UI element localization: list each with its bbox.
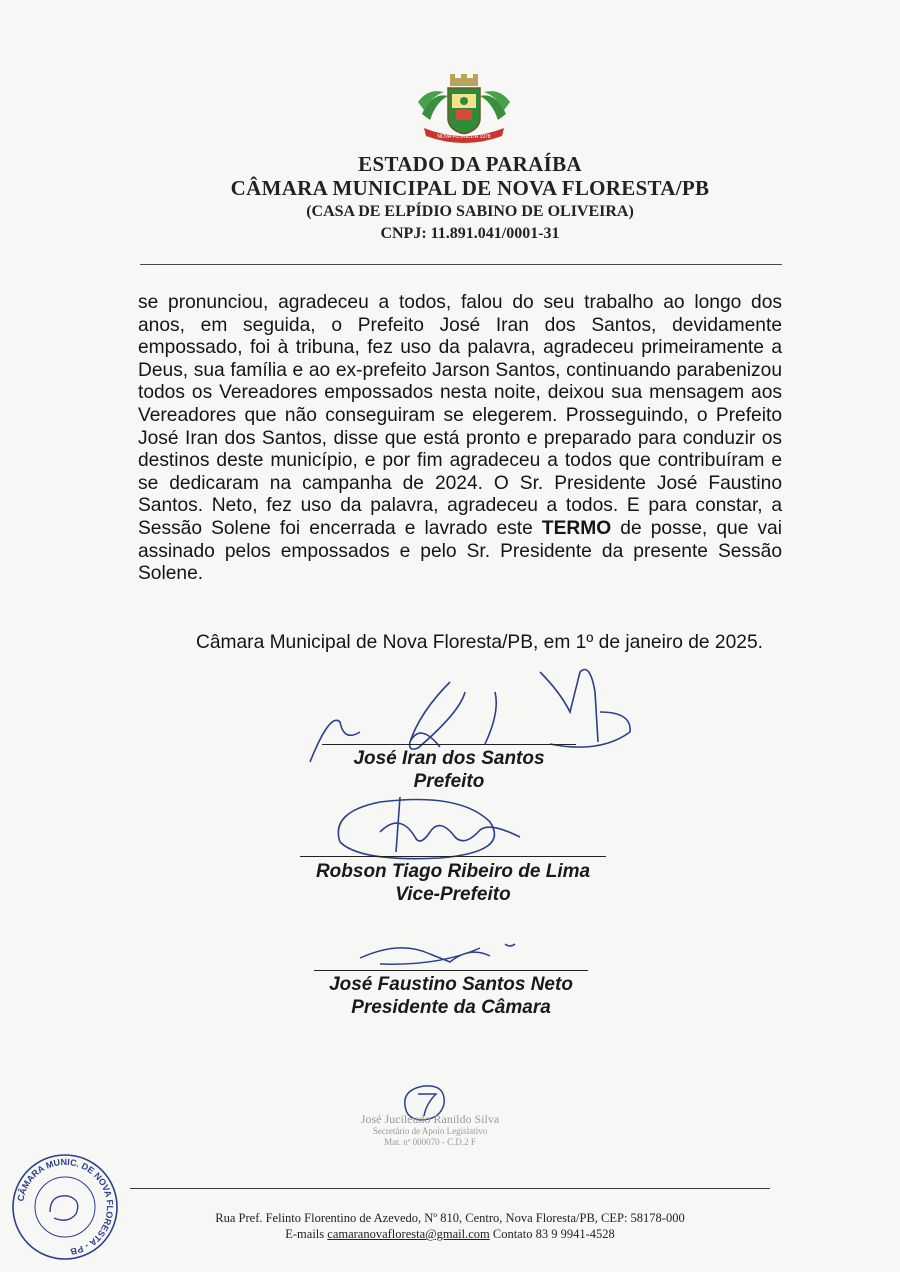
- footer-divider: [130, 1188, 770, 1189]
- signer-name: José Iran dos Santos: [353, 748, 545, 769]
- footer-contact-line: [170, 1226, 730, 1242]
- house-subtitle: (CASA DE ELPÍDIO SABINO DE OLIVEIRA): [306, 203, 634, 220]
- chamber-seal-icon: [10, 1152, 120, 1262]
- coat-of-arms-icon: [414, 74, 514, 146]
- minutes-body: [138, 292, 782, 586]
- svg-text:NOVA FLORESTA 1978: NOVA FLORESTA 1978: [437, 134, 491, 140]
- email-link[interactable]: camaranovafloresta@gmail.com: [327, 1227, 490, 1241]
- secretary-mat: Mat. nº 000070 - C.D.2 F: [384, 1137, 476, 1147]
- secretary-title: Secretário de Apoio Legislativo: [372, 1126, 488, 1136]
- signature-line: [322, 744, 576, 745]
- signature-line: [300, 856, 606, 857]
- body-paragraph-end: de posse, que vai assinado pelos empossados e pelo Sr. Presidente da presente Sessão Solene.: [138, 517, 782, 585]
- signer-role: Vice-Prefeito: [395, 884, 511, 905]
- secretary-stamp: [340, 1112, 520, 1148]
- vice-mayor-signature-block: [300, 860, 606, 906]
- cnpj-line: CNPJ: 11.891.041/0001-31: [380, 225, 560, 242]
- signer-role: Prefeito: [413, 771, 485, 792]
- email-label: E-mails: [285, 1227, 325, 1241]
- mayor-signature-block: [322, 747, 576, 793]
- signature-line: [314, 970, 588, 971]
- signer-name: Robson Tiago Ribeiro de Lima: [315, 861, 591, 882]
- president-signature-block: [314, 973, 588, 1019]
- contact-phone: Contato 83 9 9941-4528: [492, 1227, 615, 1241]
- svg-text:CÂMARA MUNIC. DE NOVA FLORESTA: CÂMARA MUNIC. DE NOVA FLORESTA - PB: [15, 1156, 116, 1257]
- term-keyword: TERMO: [541, 517, 612, 539]
- president-signature-icon: [350, 936, 530, 970]
- vice-mayor-signature-icon: [320, 792, 560, 864]
- state-title: ESTADO DA PARAÍBA: [358, 152, 582, 176]
- body-paragraph: se pronunciou, agradeceu a todos, falou do seu trabalho ao longo dos anos, em seguida, o Prefeito José Iran dos Santos, devidamente empossado, foi à tribuna, fez uso da palavra, agradeceu primeiramente a Deus, sua família e ao ex-prefeito Jarson Santos, continuando parabenizou todos os Vereadores empossados nesta noite, deixou sua mensagem aos Vereadores que não conseguiram se elegerem. Prosseguindo, o Prefeito José Iran dos Santos, disse que está pronto e preparado para conduzir os destinos deste município, e por fim agradeceu a todos que contribuíram e se dedicaram na campanha de 2024. O Sr. Presidente José Faustino Santos. Neto, fez uso da palavra, agradeceu a todos. E para constar, a Sessão Solene foi encerrada e lavrado este: [138, 292, 782, 539]
- date-line: Câmara Municipal de Nova Floresta/PB, em 1º de janeiro de 2025.: [196, 632, 763, 653]
- signer-role: Presidente da Câmara: [351, 997, 551, 1018]
- header-divider: [140, 264, 782, 265]
- chamber-title: CÂMARA MUNICIPAL DE NOVA FLORESTA/PB: [230, 176, 710, 200]
- secretary-name: José Jucileudo Ranildo Silva: [360, 1112, 500, 1126]
- document-footer: [170, 1210, 730, 1242]
- document-header: [150, 152, 790, 244]
- footer-address: Rua Pref. Felinto Florentino de Azevedo, Nº 810, Centro, Nova Floresta/PB, CEP: 58178-000: [215, 1211, 685, 1225]
- signer-name: José Faustino Santos Neto: [329, 974, 573, 995]
